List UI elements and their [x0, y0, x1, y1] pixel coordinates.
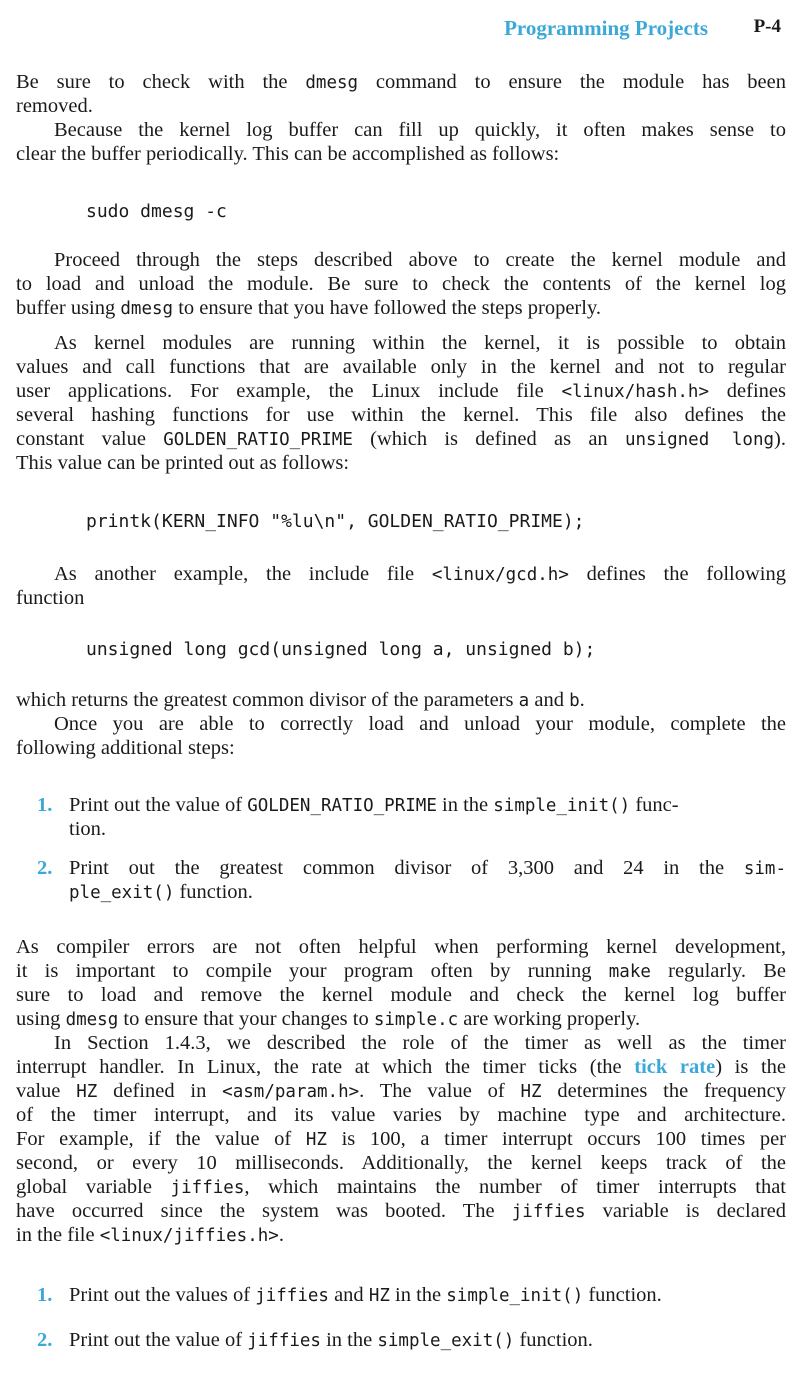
- list-number: 2.: [37, 1329, 53, 1351]
- paragraph-line: of the timer interrupt, and its value varies by machine type and architecture.: [16, 1104, 786, 1126]
- paragraph-line: This value can be printed out as follows:: [16, 452, 350, 474]
- code-block: printk(KERN_INFO "%lu\n", GOLDEN_RATIO_PRIME);: [86, 511, 585, 532]
- code-block: sudo dmesg -c: [86, 201, 227, 222]
- list-number: 1.: [37, 794, 53, 816]
- paragraph-line: As compiler errors are not often helpful when performing kernel development,: [16, 936, 786, 958]
- paragraph-line: Proceed through the steps described above to create the kernel module and: [54, 249, 786, 271]
- paragraph-line: it is important to compile your program often by running make regularly. Be: [16, 960, 786, 982]
- paragraph-line: have occurred since the system was booted. The jiffies variable is declared: [16, 1200, 786, 1222]
- page-number: P-4: [753, 16, 781, 37]
- paragraph-line: buffer using dmesg to ensure that you have followed the steps properly.: [16, 297, 601, 319]
- page-header: [0, 16, 805, 46]
- paragraph-line: which returns the greatest common divisor of the parameters a and b.: [16, 689, 585, 711]
- paragraph-line: Because the kernel log buffer can fill up quickly, it often makes sense to: [54, 119, 786, 141]
- list-item-line: Print out the value of jiffies in the simple_exit() function.: [69, 1329, 593, 1351]
- paragraph-line: several hashing functions for use within the kernel. This file also defines the: [16, 404, 786, 426]
- paragraph-line: constant value GOLDEN_RATIO_PRIME (which is defined as an unsigned long).: [16, 428, 786, 450]
- paragraph-line: second, or every 10 milliseconds. Additionally, the kernel keeps track of the: [16, 1152, 786, 1174]
- paragraph-line: sure to load and remove the kernel module and check the kernel log buffer: [16, 984, 786, 1006]
- code-block: unsigned long gcd(unsigned long a, unsigned b);: [86, 639, 596, 660]
- paragraph-line: global variable jiffies, which maintains the number of timer interrupts that: [16, 1176, 786, 1198]
- paragraph-line: interrupt handler. In Linux, the rate at which the timer ticks (the tick rate) is the: [16, 1056, 786, 1078]
- paragraph-line: values and call functions that are available only in the kernel and not to regular: [16, 356, 786, 378]
- paragraph-line: removed.: [16, 95, 93, 117]
- paragraph-line: value HZ defined in <asm/param.h>. The value of HZ determines the frequency: [16, 1080, 786, 1102]
- list-item-line: Print out the values of jiffies and HZ in the simple_init() function.: [69, 1284, 662, 1306]
- paragraph-line: In Section 1.4.3, we described the role of the timer as well as the timer: [54, 1032, 786, 1054]
- key-term-tick-rate: tick rate: [634, 1056, 716, 1078]
- paragraph-line: Once you are able to correctly load and unload your module, complete the: [54, 713, 786, 735]
- paragraph-line: using dmesg to ensure that your changes to simple.c are working properly.: [16, 1008, 641, 1030]
- list-item-line: Print out the value of GOLDEN_RATIO_PRIME in the simple_init() func-: [69, 794, 679, 816]
- paragraph-line: function: [16, 587, 85, 609]
- paragraph-line: in the file <linux/jiffies.h>.: [16, 1224, 284, 1246]
- paragraph-line: As another example, the include file <linux/gcd.h> defines the following: [54, 563, 787, 585]
- list-item-line: tion.: [69, 818, 107, 840]
- paragraph-line: following additional steps:: [16, 737, 235, 759]
- list-number: 2.: [37, 857, 53, 879]
- paragraph-line: For example, if the value of HZ is 100, a timer interrupt occurs 100 times per: [16, 1128, 787, 1150]
- running-head-title: Programming Projects: [504, 16, 708, 40]
- list-item-line: Print out the greatest common divisor of 3,300 and 24 in the sim-: [69, 857, 786, 879]
- paragraph-line: user applications. For example, the Linux include file <linux/hash.h> defines: [16, 380, 787, 402]
- paragraph-line: Be sure to check with the dmesg command to ensure the module has been: [16, 71, 786, 93]
- paragraph-line: to load and unload the module. Be sure to check the contents of the kernel log: [16, 273, 786, 295]
- list-item-line: ple_exit() function.: [69, 881, 253, 903]
- list-number: 1.: [37, 1284, 53, 1306]
- paragraph-line: clear the buffer periodically. This can be accomplished as follows:: [16, 143, 560, 165]
- paragraph-line: As kernel modules are running within the kernel, it is possible to obtain: [54, 332, 786, 354]
